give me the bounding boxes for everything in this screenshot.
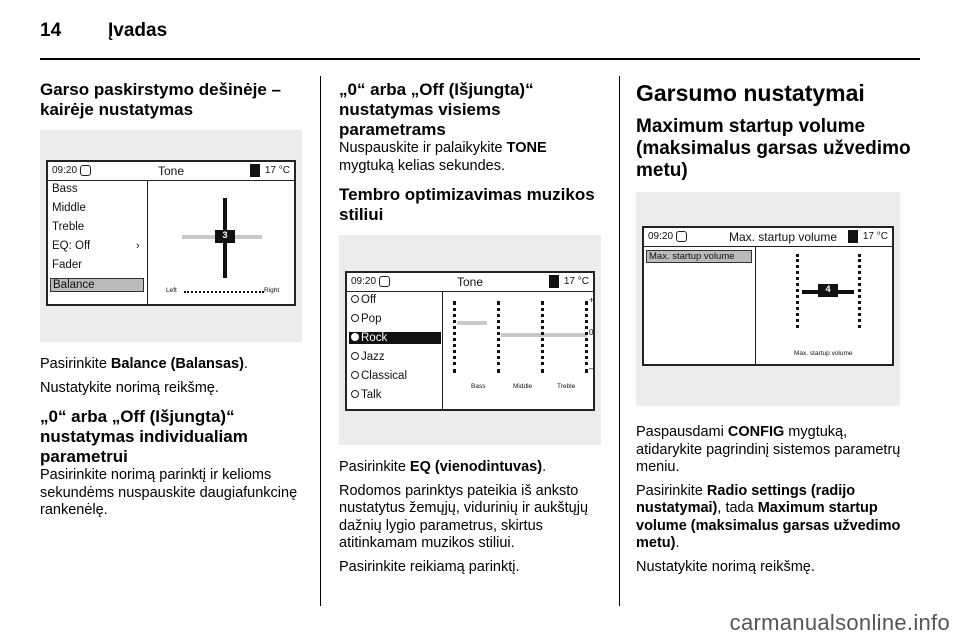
right-label: Right <box>264 287 280 294</box>
balance-marker[interactable]: 3 <box>215 230 235 243</box>
thermometer-icon <box>848 230 858 243</box>
thermometer-icon <box>250 164 260 177</box>
temperature: 17 °C <box>264 165 290 176</box>
heading-all-params: „0“ arba „Off (Išjungta)“ nustatymas visiems parametrams <box>339 80 534 139</box>
middle-scale <box>497 301 500 373</box>
menu-item-fader[interactable]: Fader <box>52 259 83 271</box>
display-title: Tone <box>157 164 185 178</box>
plus-label: + <box>589 295 595 305</box>
volume-scale-right <box>858 254 861 328</box>
balance-scale <box>184 291 264 293</box>
column-3 <box>636 80 916 576</box>
screen-balance <box>40 130 302 342</box>
radio-icon <box>351 390 359 398</box>
eq-display <box>345 271 595 411</box>
balance-display <box>46 160 296 306</box>
column-divider-2 <box>619 76 620 606</box>
eq-item-off[interactable]: Off <box>351 294 376 306</box>
bass-scale <box>453 301 456 373</box>
screen-eq <box>339 235 601 445</box>
radio-icon <box>351 352 359 360</box>
menu-item-balance[interactable]: Balance <box>50 278 144 292</box>
watermark: carmanualsonline.info <box>729 610 950 635</box>
treble-scale <box>541 301 544 373</box>
radio-selected-icon <box>351 333 359 341</box>
display-status-bar <box>347 273 593 292</box>
eq-list <box>347 292 443 409</box>
radio-icon <box>351 295 359 303</box>
bass-level-bar <box>457 321 487 325</box>
arrow-right-icon: › <box>136 240 140 252</box>
radio-icon <box>351 314 359 322</box>
left-label: Left <box>166 287 177 294</box>
treble-label: Treble <box>557 383 576 390</box>
para-eq-description: Rodomos parinktys pateikia iš anksto nustatytus žemųjų, vidurinių ir aukštųjų dažnių lygio parametrus, skirtus atitinkamam muzikos stiliui. <box>339 482 589 551</box>
clock-time: 09:20 <box>351 276 377 287</box>
section-title: Įvadas <box>108 20 168 41</box>
volume-marker[interactable]: 4 <box>818 284 838 297</box>
mid-treble-level-bar <box>501 333 587 337</box>
eq-item-jazz[interactable]: Jazz <box>351 351 385 363</box>
eq-item-pop[interactable]: Pop <box>351 313 381 325</box>
eq-item-classical[interactable]: Classical <box>351 370 407 382</box>
para-config: Paspausdami CONFIG mygtuką, atidarykite pagrindinį sistemos parametrų meniu. <box>636 424 901 475</box>
column-2 <box>339 80 603 576</box>
page-number: 14 <box>40 20 62 41</box>
heading-music-style: Tembro optimizavimas muzikos stiliui <box>339 185 595 224</box>
heading-balance: Garso paskirstymo dešinėje – kairėje nustatymas <box>40 80 281 119</box>
volume-menu <box>644 247 756 364</box>
menu-list <box>48 181 148 304</box>
header-rule <box>40 58 920 60</box>
eq-item-talk[interactable]: Talk <box>351 389 381 401</box>
menu-item-bass[interactable]: Bass <box>52 183 78 195</box>
display-title: Tone <box>456 275 484 289</box>
radio-icon <box>351 371 359 379</box>
para-set-value-3: Nustatykite norimą reikšmę. <box>636 558 815 575</box>
volume-caption: Max. startup volume <box>794 350 853 357</box>
eq-item-rock[interactable]: Rock <box>349 332 441 344</box>
para-radio-settings: Pasirinkite Radio settings (radijo nustatymai), tada Maximum startup volume (maksimalus garsas užvedimo metu). <box>636 482 901 551</box>
clock-time: 09:20 <box>648 231 674 242</box>
clock-time: 09:20 <box>52 165 78 176</box>
menu-item-eq[interactable]: EQ: Off <box>52 240 91 252</box>
heading-max-startup: Maximum startup volume (maksimalus garsas užvedimo metu) <box>636 116 911 181</box>
screen-max-startup <box>636 192 900 406</box>
para-tone: Nuspauskite ir palaikykite TONE mygtuką kelias sekundes. <box>339 140 547 174</box>
middle-label: Middle <box>513 383 533 390</box>
column-divider-1 <box>320 76 321 606</box>
temperature: 17 °C <box>862 231 888 242</box>
display-status-bar <box>644 228 892 247</box>
display-title: Max. startup volume <box>728 230 838 244</box>
volume-scale-left <box>796 254 799 328</box>
para-individual: Pasirinkite norimą parinktį ir kelioms sekundėms nuspauskite daugiafunkcinę rankenėlę. <box>40 467 298 518</box>
menu-item-max-startup[interactable]: Max. startup volume <box>646 250 752 263</box>
bass-label: Bass <box>471 383 486 390</box>
para-set-value: Nustatykite norimą reikšmę. <box>40 379 219 396</box>
heading-volume-settings: Garsumo nustatymai <box>636 80 865 106</box>
menu-item-treble[interactable]: Treble <box>52 221 85 233</box>
menu-item-middle[interactable]: Middle <box>52 202 86 214</box>
minus-label: – <box>589 363 595 373</box>
heading-individual: „0“ arba „Off (Išjungta)“ nustatymas individualiam parametrui <box>40 407 248 466</box>
para-select-balance: Pasirinkite Balance (Balansas). <box>40 356 248 372</box>
extra-scale <box>585 301 588 373</box>
volume-display <box>642 226 894 366</box>
thermometer-icon <box>549 275 559 288</box>
para-select-option: Pasirinkite reikiamą parinktį. <box>339 558 520 575</box>
zero-label: 0 <box>589 328 594 337</box>
column-1 <box>40 80 304 520</box>
display-status-bar <box>48 162 294 181</box>
para-select-eq: Pasirinkite EQ (vienodintuvas). <box>339 459 547 475</box>
temperature: 17 °C <box>563 276 589 287</box>
